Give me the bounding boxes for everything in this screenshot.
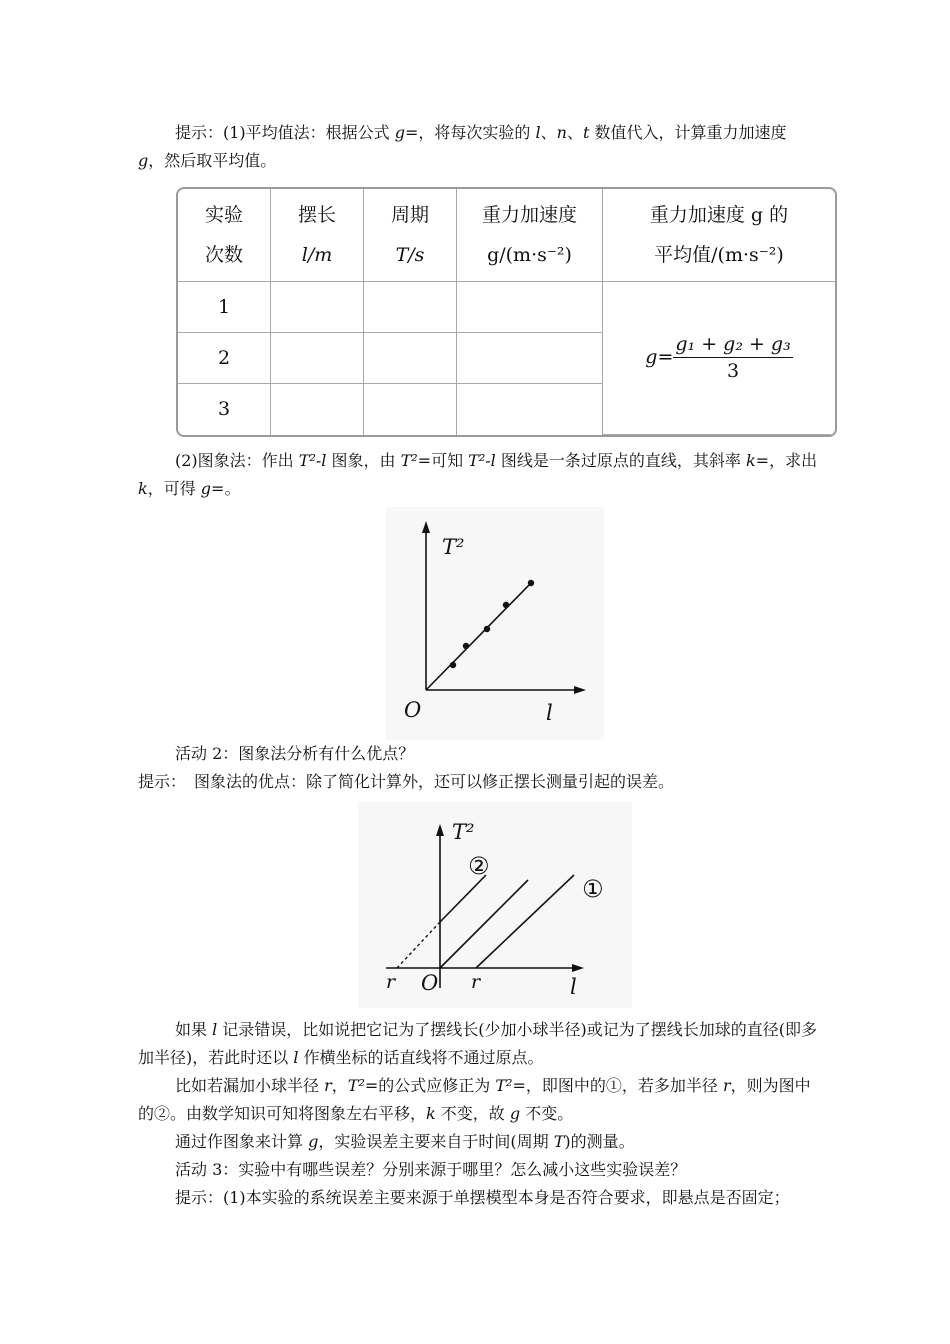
table-cell <box>364 332 457 383</box>
x-axis-label: l <box>570 975 577 999</box>
r-right-label: r <box>471 971 481 993</box>
average-formula: g= $\frac{\text{g₁ + g₂ + g₃}}{3}$ <box>645 333 791 383</box>
data-point <box>503 602 509 608</box>
header-trial: 实验 次数 <box>178 189 271 281</box>
hint-average-method: 提示：(1)平均值法：根据公式 g=，将每次实验的 l、n、t 数值代入，计算重力加速度 g，然后取平均值。 <box>138 123 787 170</box>
error-explanation: 如果 l 记录错误，比如说把它记为了摆线长(少加小球半径)或记为了摆线长加球的直径(即多加半径)，若此时还以 l 作横坐标的话直线将不通过原点。 <box>138 1020 818 1067</box>
line-2-label: ② <box>468 852 490 880</box>
activity-2: 活动 2：图象法分析有什么优点？ 提示： 图象法的优点：除了简化计算外，还可以修正摆长测量引起的误差。 <box>138 744 675 791</box>
x-axis-label: l <box>546 701 553 725</box>
table-cell <box>364 384 457 435</box>
hint-systematic-error: 提示：(1)本实验的系统误差主要来源于单摆模型本身是否符合要求，即悬点是否固定； <box>175 1188 790 1207</box>
header-length: 摆长 l/m <box>271 189 364 281</box>
header-period: 周期 T/s <box>364 189 457 281</box>
y-axis-label: T² <box>442 535 465 559</box>
trial-number: 2 <box>178 332 271 383</box>
header-gravity: 重力加速度 g/(m·s⁻²) <box>457 189 603 281</box>
average-formula-cell <box>603 281 836 435</box>
table-cell <box>271 384 364 435</box>
line-1-label: ① <box>582 875 604 903</box>
hint-graph-method: (2)图象法：作出 T²-l 图象，由 T²=可知 T²-l 图线是一条过原点的直线，其斜率 k=，求出 k，可得 g=。 <box>138 451 818 498</box>
y-axis-label: T² <box>452 820 475 844</box>
t2-l-graph <box>386 507 604 740</box>
activity-3: 活动 3：实验中有哪些误差？分别来源于哪里？怎么减小这些实验误差？ <box>175 1160 687 1179</box>
data-point <box>450 662 456 668</box>
table-cell <box>457 384 603 435</box>
time-error-note: 通过作图象来计算 g，实验误差主要来自于时间(周期 T)的测量。 <box>175 1132 635 1151</box>
radius-correction: 比如若漏加小球半径 r，T²=的公式应修正为 T²=，即图中的①，若多加半径 r，则为图中的②。由数学知识可知将图象左右平移，k 不变，故 g 不变。 <box>138 1076 811 1123</box>
table-cell <box>271 332 364 383</box>
table-cell <box>457 281 603 332</box>
origin-label: O <box>421 971 439 995</box>
origin-label: O <box>404 698 422 722</box>
data-point <box>484 626 490 632</box>
trial-number: 3 <box>178 384 271 435</box>
table-header-row <box>178 189 835 281</box>
table-row <box>178 281 835 332</box>
table-cell <box>271 281 364 332</box>
table-cell <box>457 332 603 383</box>
trial-number: 1 <box>178 281 271 332</box>
data-point <box>463 643 469 649</box>
table-cell <box>364 281 457 332</box>
header-gravity-average: 重力加速度 g 的 平均值/(m·s⁻²) <box>603 189 836 281</box>
shifted-lines-graph <box>358 802 632 1008</box>
data-table <box>176 187 837 437</box>
data-point <box>528 580 534 586</box>
r-left-label: r <box>386 971 396 993</box>
